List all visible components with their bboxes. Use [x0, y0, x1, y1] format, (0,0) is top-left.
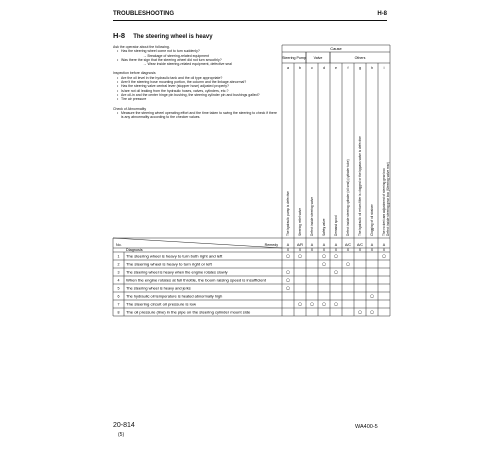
diagnosis-mark: ○ — [285, 278, 291, 284]
row-number: 7 — [117, 302, 120, 307]
cause-letter: g — [359, 66, 361, 70]
remedy-value: A — [382, 243, 386, 247]
remedy-label: Remedy — [264, 243, 278, 247]
check-heading: Check of Abnormality — [113, 106, 147, 111]
title-code: H-8 — [113, 31, 126, 40]
remedy-value: A — [334, 243, 338, 247]
cause-letter: a — [287, 66, 289, 70]
remedy-value: A — [286, 243, 290, 247]
diagnosis-mark: ○ — [369, 294, 375, 300]
model-name: WA400-5 — [355, 424, 378, 430]
x-mark: X — [382, 248, 386, 252]
diagnosis-mark: ○ — [321, 254, 327, 260]
diagnosis-text: When the engine rotates at full throttle, the boom raising speed is insufficient — [126, 278, 267, 283]
inspection-item: • Aren't the steering hose mounting portion, the column and the linkage abnormal? — [117, 80, 280, 84]
cause-text: Defect inside steering cylinder (oil seal) (cylinder tube) — [346, 159, 350, 236]
diagnosis-mark: ○ — [285, 254, 291, 260]
row-number: 6 — [117, 294, 120, 299]
remedy-value: A/C — [357, 243, 363, 247]
remedy-value: A/C — [345, 243, 351, 247]
diagnosis-text: The oil pressure (line) in the pipe on the steering cylinder mount side — [126, 310, 251, 315]
x-mark: X — [310, 248, 314, 252]
diagnosis-mark: ○ — [381, 254, 387, 260]
diagnosis-mark: ○ — [333, 270, 339, 276]
x-mark: X — [286, 248, 290, 252]
ask-answer-2: → Wear inside steering-related equipment, defective seal — [143, 62, 232, 67]
row-number: 5 — [117, 286, 120, 291]
x-mark: X — [322, 248, 326, 252]
cause-group-label: Steering Pump — [282, 56, 306, 60]
page-number: 20-814 — [113, 422, 135, 429]
cause-letter: i — [383, 66, 385, 70]
inspection-item: • Are the oil level in the hydraulic tank and the oil type appropriate? — [117, 76, 280, 80]
diagnosis-mark: ○ — [309, 302, 315, 308]
diagnosis-mark: ○ — [357, 310, 363, 316]
diagnosis-mark: ○ — [285, 270, 291, 276]
remedy-value: A — [322, 243, 326, 247]
x-mark: X — [358, 248, 362, 252]
row-number: 3 — [117, 270, 120, 275]
cause-letter: c — [311, 66, 313, 70]
cause-text: Defect inside steering valve — [310, 197, 314, 236]
cause-letter: b — [299, 66, 301, 70]
x-mark: X — [334, 248, 338, 252]
no-label: No. — [116, 243, 122, 247]
inspection-item: • Are oil-in and the center hinge pin bushing, the steering cylinder pin and bushings galled? — [117, 93, 280, 97]
grid-line — [113, 238, 282, 248]
cause-text: Steering relief valve — [298, 208, 302, 236]
ask-question-2: • Was there the sign that the steering wheel did not turn smoothly? — [117, 58, 280, 62]
diagnosis-mark: ○ — [297, 302, 303, 308]
x-mark: X — [298, 248, 302, 252]
inspection-heading: Inspection before diagnosis — [113, 71, 156, 76]
remedy-value: A — [370, 243, 374, 247]
diagnosis-mark: ○ — [369, 310, 375, 316]
row-number: 8 — [117, 310, 120, 315]
title-text: The steering wheel is heavy — [133, 34, 213, 40]
diagnosis-text: The hydraulic oil temperature is heated abnormally high — [126, 294, 223, 299]
cause-letter: e — [335, 66, 337, 70]
ask-answer-1: → Breakage of steering-related equipment — [143, 53, 209, 58]
cause-letter: f — [347, 66, 349, 70]
row-number: 1 — [117, 254, 120, 259]
diagnosis-mark: ○ — [297, 254, 303, 260]
cause-text: The hydraulic pump is defective — [286, 191, 290, 236]
cause-text: Safety valve — [322, 218, 326, 236]
diagnosis-label: Diagnosis — [126, 248, 143, 252]
inspection-item: • Tire air pressure — [117, 97, 280, 101]
cause-group-label: Valve — [313, 56, 323, 60]
section-title: TROUBLESHOOTING — [113, 11, 174, 17]
row-number: 4 — [117, 278, 120, 283]
row-number: 2 — [117, 262, 120, 267]
cause-group-label: Others — [354, 56, 366, 60]
diagnosis-text: The steering wheel is heavy to turn both right and left — [126, 254, 223, 259]
inspection-item: • Has the steering valve central lever (stopper hose) adjusted properly? — [117, 84, 280, 88]
cause-label: Cause — [330, 46, 342, 51]
x-mark: X — [370, 248, 374, 252]
diagnosis-mark: ○ — [333, 254, 339, 260]
cause-text: Clogging of oil strainer — [370, 204, 374, 236]
x-mark: X — [346, 248, 350, 252]
remedy-value: A — [310, 243, 314, 247]
inspection-item: • Is/are not oil leaking from the hydraulic hoses, valves, cylinders, etc.? — [117, 89, 280, 93]
diagnosis-mark: ○ — [285, 286, 291, 292]
cause-text: Defect inside steering gear box (Steering valve rear) — [386, 162, 390, 236]
diagnosis-mark: ○ — [345, 262, 351, 268]
page-sub-number: (5) — [118, 432, 125, 438]
ask-question-1: • Has the steering wheel come not to turn suddenly? — [117, 49, 280, 53]
diagnosis-text: The steering wheel is heavy when the engine rotates slowly — [126, 270, 228, 275]
check-text: • Measure the steering wheel operating effort and the time taken to swing the steering to check if there is any abnormality according to the checker values. — [117, 111, 280, 120]
diagnosis-mark: ○ — [333, 302, 339, 308]
diagnosis-text: The steering wheel is heavy and jerks — [126, 286, 192, 291]
diagnosis-text: The steering wheel is heavy to turn right or left — [126, 262, 212, 267]
diagnosis-mark: ○ — [321, 262, 327, 268]
diagnosis-mark: ○ — [321, 302, 327, 308]
ask-heading: Ask the operator about the following. — [113, 45, 170, 49]
cause-text: The hydraulic oil return filter is clogged or the bypass valve is defective — [358, 136, 362, 236]
cause-letter: d — [323, 66, 325, 70]
diagnosis-text: The steering circuit oil pressure is low — [126, 302, 197, 307]
cause-text: Demand spool — [334, 215, 338, 236]
section-code: H-8 — [377, 11, 387, 17]
remedy-value: A/R — [297, 243, 303, 247]
cause-text: The rocker/cam adjustment of steering gear box — [382, 168, 386, 236]
cause-letter: h — [371, 66, 373, 70]
